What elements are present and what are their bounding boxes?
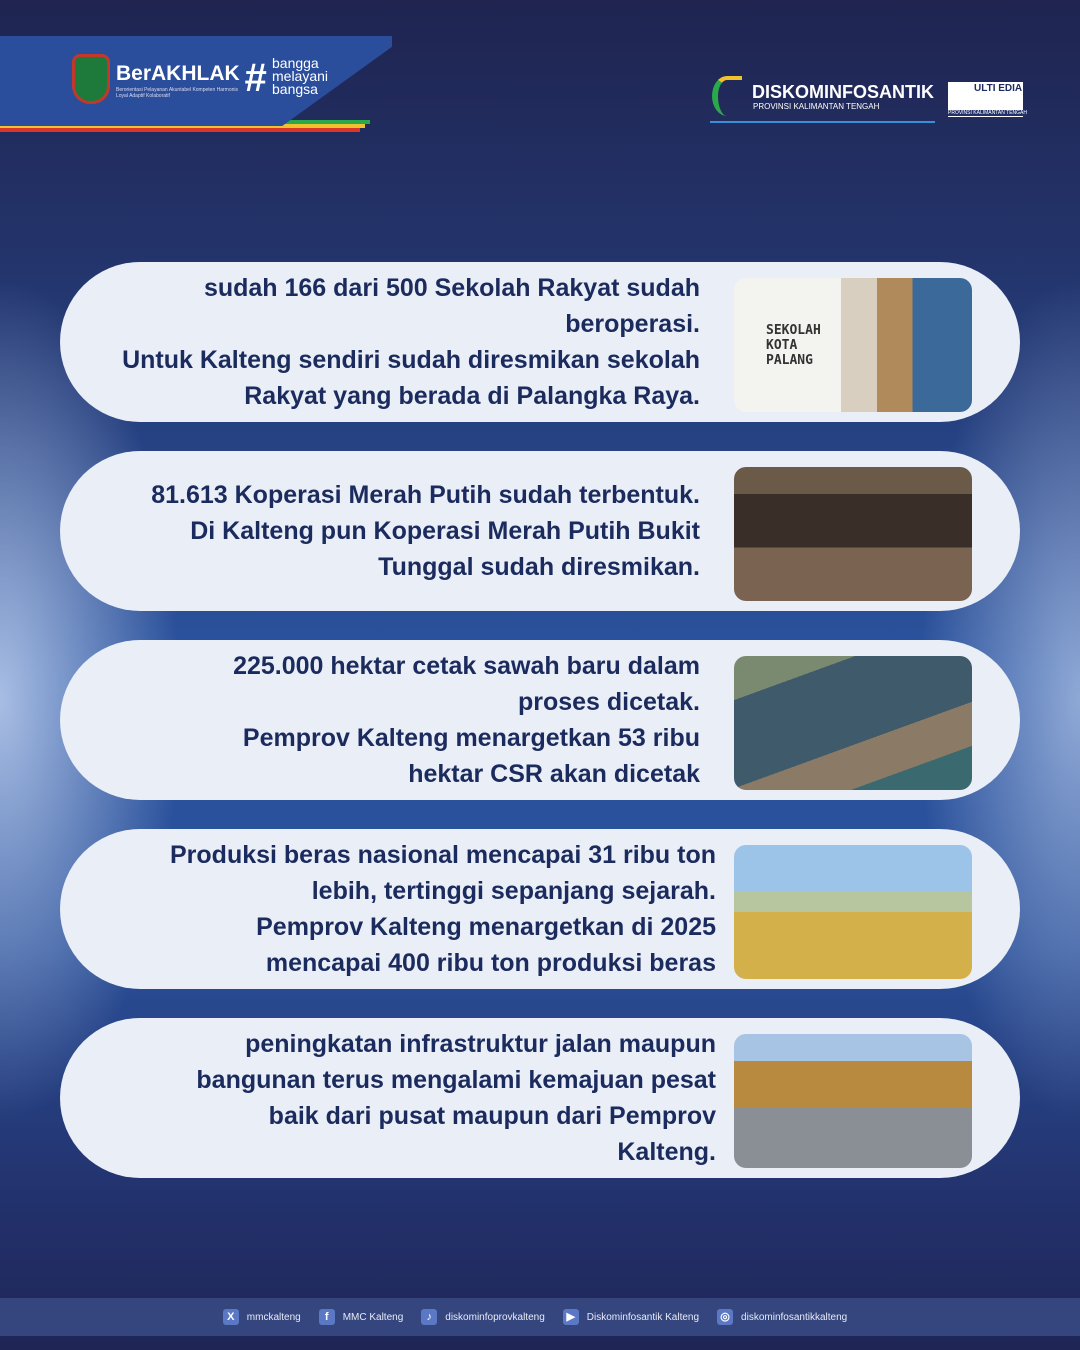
kalteng-seal-logo [72,54,110,104]
card-text-line: Rakyat yang berada di Palangka Raya. [244,382,700,410]
card-text-line: Pemprov Kalteng menargetkan 53 ribu [242,724,700,752]
social-handle[interactable]: diskominfoprovkalteng [445,1311,545,1323]
card-text-line: lebih, tertinggi sepanjang sejarah. [311,877,716,905]
org-title: DISKOMINFOSANTIK [752,82,934,102]
social-handle[interactable]: MMC Kalteng [342,1311,404,1323]
tiktok-icon[interactable]: ♪ [421,1309,437,1325]
card-text [60,270,700,414]
card-text [76,1026,716,1170]
diskominfosantik-logo-icon [712,76,742,116]
card-text-line: Produksi beras nasional mencapai 31 ribu ton [170,841,716,869]
social-footer [0,1298,1080,1336]
card-text [60,648,700,792]
card-text-line: sudah 166 dari 500 Sekolah Rakyat sudah [203,274,700,302]
card-text-line: bangunan terus mengalami kemajuan pesat [196,1066,716,1094]
info-card [60,640,1020,800]
card-text [60,477,700,585]
card-photo [734,845,972,979]
social-handle[interactable]: diskominfosantikkalteng [741,1311,848,1323]
info-card [60,1018,1020,1178]
card-text-line: baik dari pusat maupun dari Pemprov [268,1102,716,1130]
photo-sign-text: SEKOLAH KOTA PALANG [766,323,821,368]
tagline-line: bangsa [272,81,318,97]
instagram-icon[interactable]: ◎ [717,1309,733,1325]
card-photo [734,1034,972,1168]
hashtag-icon: # [244,56,267,100]
multimedia-logo-text: ULTI EDIA [974,83,1023,94]
info-card [60,262,1020,422]
card-text-line: hektar CSR akan dicetak [408,760,700,788]
card-text-line: peningkatan infrastruktur jalan maupun [245,1030,716,1058]
card-text-line: mencapai 400 ribu ton produksi beras [265,949,716,977]
berakhlak-subtitle: Berorientasi Pelayanan Akuntabel Kompeten Harmonis Loyal Adaptif Kolaboratif [116,87,239,99]
card-photo [734,656,972,790]
org-subtitle: PROVINSI KALIMANTAN TENGAH [753,102,880,111]
card-text-line: 81.613 Koperasi Merah Putih sudah terbentuk. [151,481,700,509]
berakhlak-logo: BerAKHLAK [116,62,240,85]
card-text-line: proses dicetak. [517,688,700,716]
card-text-line: 225.000 hektar cetak sawah baru dalam [233,652,700,680]
social-handle[interactable]: Diskominfosantik Kalteng [586,1311,700,1323]
card-photo [734,467,972,601]
card-text-line: Kalteng. [617,1138,716,1166]
tagline-line: bangga [272,55,319,71]
card-text-line: Tunggal sudah diresmikan. [378,553,700,581]
card-text-line: Pemprov Kalteng menargetkan di 2025 [256,913,716,941]
multimedia-logo-sub: PROVINSI KALIMANTAN TENGAH [948,110,1027,116]
x-icon[interactable]: X [223,1309,239,1325]
divider [710,121,935,123]
info-card [60,829,1020,989]
card-text-line: Untuk Kalteng sendiri sudah diresmikan sekolah [122,346,700,374]
card-text-line: beroperasi. [565,310,700,338]
card-text-line: Di Kalteng pun Koperasi Merah Putih Bukit [190,517,700,545]
facebook-icon[interactable]: f [319,1309,335,1325]
tagline [272,57,328,96]
card-photo [734,278,972,412]
tagline-line: melayani [272,68,329,84]
social-handle[interactable]: mmckalteng [246,1311,301,1323]
youtube-icon[interactable]: ▶ [563,1309,579,1325]
card-text [76,837,716,981]
info-card [60,451,1020,611]
